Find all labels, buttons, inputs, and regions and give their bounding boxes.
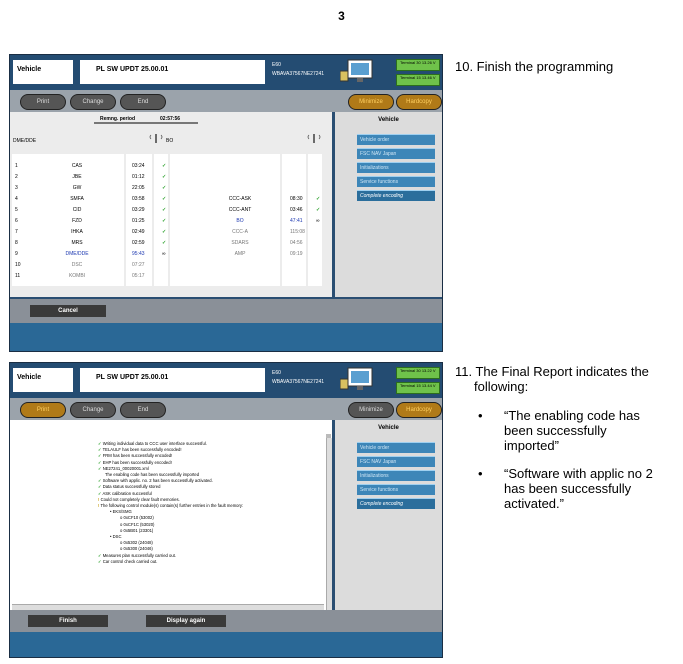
- status-check-icon: ✓: [162, 196, 167, 202]
- report-line: [98, 447, 182, 452]
- report-line-text: • DSC: [110, 534, 122, 539]
- terminal-15-readout: Terminal 15 13.46 V: [396, 74, 440, 86]
- report-line-text: Measures plan successfully carried out.: [102, 552, 177, 558]
- bottom-bar: [10, 323, 442, 351]
- terminal-30-readout: Terminal 30 13.22 V: [396, 367, 440, 379]
- ecu-name: JBE: [72, 174, 82, 180]
- warning-icon: !: [98, 496, 100, 502]
- ecu-time: 04:56: [290, 240, 303, 246]
- report-line: [120, 522, 154, 527]
- antenna-icon: [148, 132, 164, 144]
- sidebar-item-initializations[interactable]: Initializations: [357, 470, 435, 481]
- status-check-icon: ✓: [162, 218, 167, 224]
- print-button[interactable]: Print: [20, 402, 66, 418]
- table-row: [12, 182, 330, 193]
- ecu-name: SDARS: [231, 240, 249, 246]
- ecu-time: 01:25: [132, 218, 145, 224]
- sidebar-item-complete-encoding[interactable]: Complete encoding: [357, 498, 435, 509]
- report-line: [98, 497, 180, 502]
- ecu-time: 08:30: [290, 196, 303, 202]
- change-button[interactable]: Change: [70, 402, 116, 418]
- report-line-text: o 0x5302 (24048): [120, 540, 153, 546]
- ecu-time: 01:12: [132, 174, 145, 180]
- change-button[interactable]: Change: [70, 94, 116, 110]
- remaining-progress-bar: [94, 122, 198, 124]
- ecu-time: 95:43: [132, 251, 145, 257]
- report-line-text: Data status successfully stored: [102, 484, 161, 490]
- table-row: [12, 160, 330, 171]
- ecu-name: CCC-ASK: [228, 196, 252, 202]
- report-line: [105, 472, 199, 477]
- row-number: 8: [15, 240, 18, 246]
- status-check-icon: ✓: [316, 207, 321, 213]
- report-line-text: The following control module(s) contain(s) further entries in the fault memory:: [100, 503, 244, 508]
- row-number: 5: [15, 207, 18, 213]
- program-title: PL SW UPDT 25.00.01: [80, 368, 265, 392]
- report-line: [98, 453, 172, 458]
- status-check-icon: ✓: [162, 185, 167, 191]
- report-line-text: NE27241_00020001.xml: [102, 465, 149, 471]
- report-line-text: FRM has been successfully encoded!: [102, 453, 173, 459]
- footer-bar: [10, 299, 442, 323]
- footer-bar: [10, 610, 442, 632]
- terminal-15-readout: Terminal 15 13.44 V: [396, 382, 440, 394]
- checkmark-icon: ✓: [98, 490, 102, 496]
- sidebar-title: Vehicle: [378, 117, 399, 123]
- vin-label: WBAVA37567NE27241: [272, 379, 325, 385]
- report-line: [98, 478, 213, 483]
- remaining-time: 02:57:56: [160, 116, 181, 122]
- bullet-icon: •: [478, 466, 483, 481]
- row-number: 7: [15, 229, 18, 235]
- bo-label: BO: [166, 138, 174, 144]
- ecu-name: DSC: [71, 262, 83, 268]
- checkmark-icon: ✓: [98, 558, 102, 564]
- toolbar: [10, 90, 442, 112]
- report-line-text: o 0x5B01 (23301): [120, 527, 154, 533]
- ecu-time: 03:29: [132, 207, 145, 213]
- page-number: 3: [338, 9, 345, 23]
- sidebar-item-vehicle-order[interactable]: Vehicle order: [357, 442, 435, 453]
- report-line-text: • EKS/SMG: [110, 509, 132, 515]
- row-number: 10: [15, 262, 21, 268]
- vehicle-info: [272, 369, 324, 387]
- table-row: [12, 237, 330, 248]
- end-button[interactable]: End: [120, 402, 166, 418]
- status-check-icon: ✓: [162, 174, 167, 180]
- minimize-button[interactable]: Minimize: [348, 402, 394, 418]
- toolbar: [10, 398, 442, 420]
- report-line: [120, 540, 153, 545]
- sidebar-title: Vehicle: [378, 425, 399, 431]
- screenshot-programming-status: [9, 54, 443, 352]
- checkmark-icon: ✓: [98, 465, 102, 471]
- report-line: [98, 491, 152, 496]
- vehicle-label: Vehicle: [13, 60, 73, 84]
- checkmark-icon: ✓: [98, 441, 102, 446]
- screenshot-final-report: [9, 362, 443, 658]
- status-check-icon: ✓: [162, 229, 167, 235]
- table-row: [12, 259, 330, 270]
- report-line-text: The enabling code has been successfully imported: [105, 472, 200, 477]
- ecu-name: CCC-ANT: [228, 207, 252, 213]
- print-button[interactable]: Print: [20, 94, 66, 110]
- report-line: [98, 484, 160, 489]
- checkmark-icon: ✓: [98, 484, 102, 490]
- end-button[interactable]: End: [120, 94, 166, 110]
- sidebar: [335, 420, 442, 610]
- ecu-name: AMP: [234, 251, 246, 257]
- header-bar: [10, 55, 442, 90]
- table-row: [12, 171, 330, 182]
- programming-status-panel: [10, 112, 332, 297]
- report-line: [98, 553, 176, 558]
- bottom-bar: [10, 632, 442, 657]
- vehicle-label: Vehicle: [13, 368, 73, 392]
- report-line: [120, 546, 153, 551]
- status-check-icon: ✓: [316, 196, 321, 202]
- report-line-text: Car control check carried out.: [102, 558, 158, 564]
- connection-icon: [340, 59, 374, 85]
- connection-icon: [340, 367, 374, 393]
- ecu-time: 03:58: [132, 196, 145, 202]
- ecu-name: IHKA: [71, 229, 83, 235]
- row-number: 9: [15, 251, 18, 257]
- antenna-icon: [306, 132, 322, 144]
- sidebar-item-initializations[interactable]: Initializations: [357, 162, 435, 173]
- display-again-button[interactable]: Display again: [146, 615, 226, 627]
- report-line: [120, 515, 154, 520]
- report-line-text: TELAULF has been successfully encoded!: [102, 447, 182, 453]
- dme-dde-label: DME/DDE: [13, 138, 37, 144]
- report-line-text: o 0xCF10 (53002): [120, 515, 154, 521]
- sidebar: [335, 112, 442, 297]
- checkmark-icon: ✓: [98, 478, 102, 484]
- sidebar-item-complete-encoding[interactable]: Complete encoding: [357, 190, 435, 201]
- report-line-text: o 0xCF1C (53020): [120, 521, 155, 527]
- bullet-icon: •: [478, 408, 483, 423]
- row-number: 11: [15, 273, 21, 279]
- ecu-time: 03:24: [132, 163, 145, 169]
- ecu-name: SMFA: [70, 196, 84, 202]
- program-title: PL SW UPDT 25.00.01: [80, 60, 265, 84]
- scroll-up-icon[interactable]: [326, 434, 331, 438]
- ecu-name: CAS: [71, 163, 83, 169]
- vin-label: WBAVA37567NE27241: [272, 71, 325, 77]
- report-line: [120, 528, 153, 533]
- table-row: [12, 270, 330, 281]
- table-row: [12, 204, 330, 215]
- ecu-name: MRS: [71, 240, 83, 246]
- ecu-name: DME/DDE: [65, 251, 89, 257]
- report-line-text: o 0x5300 (24046): [120, 546, 153, 552]
- table-row: [12, 215, 330, 226]
- terminal-30-readout: Terminal 30 13.26 V: [396, 59, 440, 71]
- ecu-time: 09:19: [290, 251, 303, 257]
- remaining-period-label: Remng. period: [100, 116, 136, 122]
- sidebar-item-fsc-nav-japan[interactable]: FSC NAV Japan: [357, 148, 435, 159]
- sidebar-item-fsc-nav-japan[interactable]: FSC NAV Japan: [357, 456, 435, 467]
- sidebar-item-service-functions[interactable]: Service functions: [357, 484, 435, 495]
- report-line: [110, 509, 132, 514]
- ecu-name: CCC-A: [232, 229, 248, 235]
- report-line: [98, 559, 157, 564]
- report-line: [110, 534, 121, 539]
- series-label: E60: [272, 62, 281, 68]
- row-number: 4: [15, 196, 18, 202]
- checkmark-icon: ✓: [98, 453, 102, 459]
- step-11-text: 11. The Final Report indicates the following:: [455, 364, 649, 394]
- ecu-time: 05:17: [132, 273, 145, 279]
- status-check-icon: ✓: [162, 207, 167, 213]
- warning-icon: !: [98, 503, 100, 508]
- ecu-name: CID: [72, 207, 82, 213]
- row-number: 3: [15, 185, 18, 191]
- status-check-icon: ✓: [162, 163, 167, 169]
- series-label: E60: [272, 370, 281, 376]
- row-number: 1: [15, 163, 18, 169]
- row-number: 6: [15, 218, 18, 224]
- final-report-panel: [10, 420, 332, 610]
- table-row: [12, 248, 330, 259]
- report-line: [98, 460, 172, 465]
- ecu-name: KOMBI: [68, 273, 86, 279]
- report-line: [98, 503, 243, 508]
- checkmark-icon: ✓: [98, 447, 102, 453]
- finish-button[interactable]: Finish: [28, 615, 108, 627]
- checkmark-icon: ✓: [98, 459, 102, 465]
- ecu-name: GW: [72, 185, 82, 191]
- report-line-text: Software with applic. no. 2 has been successfully activated.: [102, 478, 213, 484]
- ecu-name: FZD: [72, 218, 82, 224]
- cancel-button[interactable]: Cancel: [30, 305, 106, 317]
- row-number: 2: [15, 174, 18, 180]
- report-line-text: Could not completely clear fault memories.: [100, 496, 180, 502]
- vertical-scrollbar[interactable]: [326, 438, 332, 610]
- report-line: [98, 441, 207, 446]
- ecu-time: 03:46: [290, 207, 303, 213]
- report-line: [98, 466, 149, 471]
- sidebar-item-vehicle-order[interactable]: Vehicle order: [357, 134, 435, 145]
- ecu-time: 115:08: [290, 229, 305, 235]
- ecu-time: 02:59: [132, 240, 145, 246]
- status-check-icon: ∞: [316, 218, 320, 224]
- sidebar-item-service-functions[interactable]: Service functions: [357, 176, 435, 187]
- step-10-text: 10. Finish the programming: [455, 59, 614, 74]
- table-row: [12, 226, 330, 237]
- hardcopy-button[interactable]: Hardcopy: [396, 94, 442, 110]
- ecu-time: 22:05: [132, 185, 145, 191]
- ecu-time: 02:49: [132, 229, 145, 235]
- checkmark-icon: ✓: [98, 552, 102, 558]
- header-bar: [10, 363, 442, 398]
- report-line-text: ASK calibration successful: [102, 490, 152, 496]
- report-line-text: Writing individual data to CCC user interface successful.: [102, 441, 207, 446]
- ecu-time: 47:41: [290, 218, 303, 224]
- report-line-text: EHP has been successfully encoded!: [102, 459, 172, 465]
- status-check-icon: ∞: [162, 251, 166, 257]
- minimize-button[interactable]: Minimize: [348, 94, 394, 110]
- status-check-icon: ✓: [162, 240, 167, 246]
- vehicle-info: [272, 61, 324, 79]
- hardcopy-button[interactable]: Hardcopy: [396, 402, 442, 418]
- ecu-time: 07:27: [132, 262, 145, 268]
- ecu-name: BO: [236, 218, 244, 224]
- table-row: [12, 193, 330, 204]
